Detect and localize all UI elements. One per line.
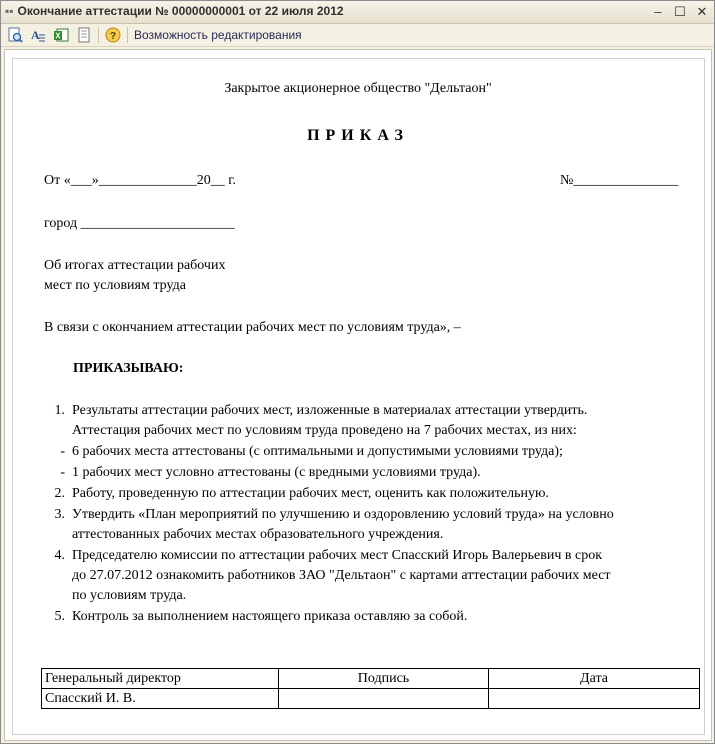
list-item-line: по условиям труда. xyxy=(72,588,187,603)
window-menu-icon[interactable]: ▪▪ xyxy=(5,4,14,18)
list-marker: 4. xyxy=(54,548,65,563)
intro-text: В связи с окончанием аттестации рабочих мест по условиям труда», – xyxy=(44,320,461,335)
toolbar-separator xyxy=(98,27,99,43)
list-marker: - xyxy=(60,444,65,459)
list-item-line: 6 рабочих места аттестованы (с оптимальными и допустимыми условиями труда); xyxy=(72,444,563,459)
svg-text:A: A xyxy=(31,28,40,42)
table-header: Генеральный директор xyxy=(42,669,279,689)
list-item-line: Работу, проведенную по аттестации рабочих мест, оценить как положительную. xyxy=(72,486,549,501)
window-title xyxy=(5,4,344,18)
table-cell xyxy=(279,689,489,709)
list-marker: - xyxy=(60,465,65,480)
date-line: От «___»______________20__ г. xyxy=(44,173,236,188)
number-line: №_______________ xyxy=(560,173,679,188)
document-area[interactable] xyxy=(4,49,712,741)
edit-mode-button[interactable]: Возможность редактирования xyxy=(134,28,302,42)
close-button[interactable]: ✕ xyxy=(696,3,708,19)
svg-text:X: X xyxy=(55,31,61,41)
list-item-line: Результаты аттестации рабочих мест, изложенные в материалах аттестации утвердить. xyxy=(72,403,588,418)
organization-name: Закрытое акционерное общество "Дельтаон" xyxy=(224,81,492,96)
list-item-line: Аттестация рабочих мест по условиям труда проведено на 7 рабочих местах, из них: xyxy=(72,423,577,438)
table-header: Дата xyxy=(489,669,700,689)
list-marker: 5. xyxy=(54,609,65,624)
font-icon[interactable] xyxy=(30,27,46,43)
list-item-line: Председателю комиссии по аттестации рабочих мест Спасский Игорь Валерьевич в срок xyxy=(72,548,603,563)
order-word: ПРИКАЗЫВАЮ: xyxy=(73,361,184,376)
order-document xyxy=(5,50,711,740)
list-item-line: Утвердить «План мероприятий по улучшению и оздоровлению условий труда» на условно xyxy=(72,507,614,522)
excel-export-icon[interactable] xyxy=(53,27,69,43)
signature-table xyxy=(41,668,700,709)
toolbar xyxy=(1,24,714,47)
window-title-text: Окончание аттестации № 00000000001 от 22 июля 2012 xyxy=(17,4,344,18)
help-icon[interactable] xyxy=(105,27,121,43)
table-cell: Спасский И. В. xyxy=(42,689,279,709)
toolbar-separator xyxy=(127,27,128,43)
title-bar[interactable] xyxy=(1,1,714,24)
table-row xyxy=(42,669,700,689)
list-marker: 3. xyxy=(54,507,65,522)
list-marker: 1. xyxy=(54,403,65,418)
subject-line: Об итогах аттестации рабочих xyxy=(44,258,226,273)
list-item-line: Контроль за выполнением настоящего приказа оставляю за собой. xyxy=(72,609,468,624)
table-header: Подпись xyxy=(279,669,489,689)
minimize-button[interactable]: – xyxy=(654,3,662,19)
document-heading: ПРИКАЗ xyxy=(307,127,409,144)
maximize-button[interactable]: ☐ xyxy=(674,3,686,19)
table-cell xyxy=(489,689,700,709)
list-item-line: до 27.07.2012 ознакомить работников ЗАО "Дельтаон" с картами аттестации рабочих мест xyxy=(72,568,611,583)
list-item-line: аттестованных рабочих местах образовательного учреждения. xyxy=(72,527,444,542)
list-item-line: 1 рабочих мест условно аттестованы (с вредными условиями труда). xyxy=(72,465,481,480)
document-icon[interactable] xyxy=(76,27,92,43)
list-marker: 2. xyxy=(54,486,65,501)
city-line: город ______________________ xyxy=(44,216,235,231)
subject-line: мест по условиям труда xyxy=(44,278,186,293)
table-row xyxy=(42,689,700,709)
print-preview-icon[interactable] xyxy=(7,27,23,43)
svg-text:?: ? xyxy=(110,31,117,42)
